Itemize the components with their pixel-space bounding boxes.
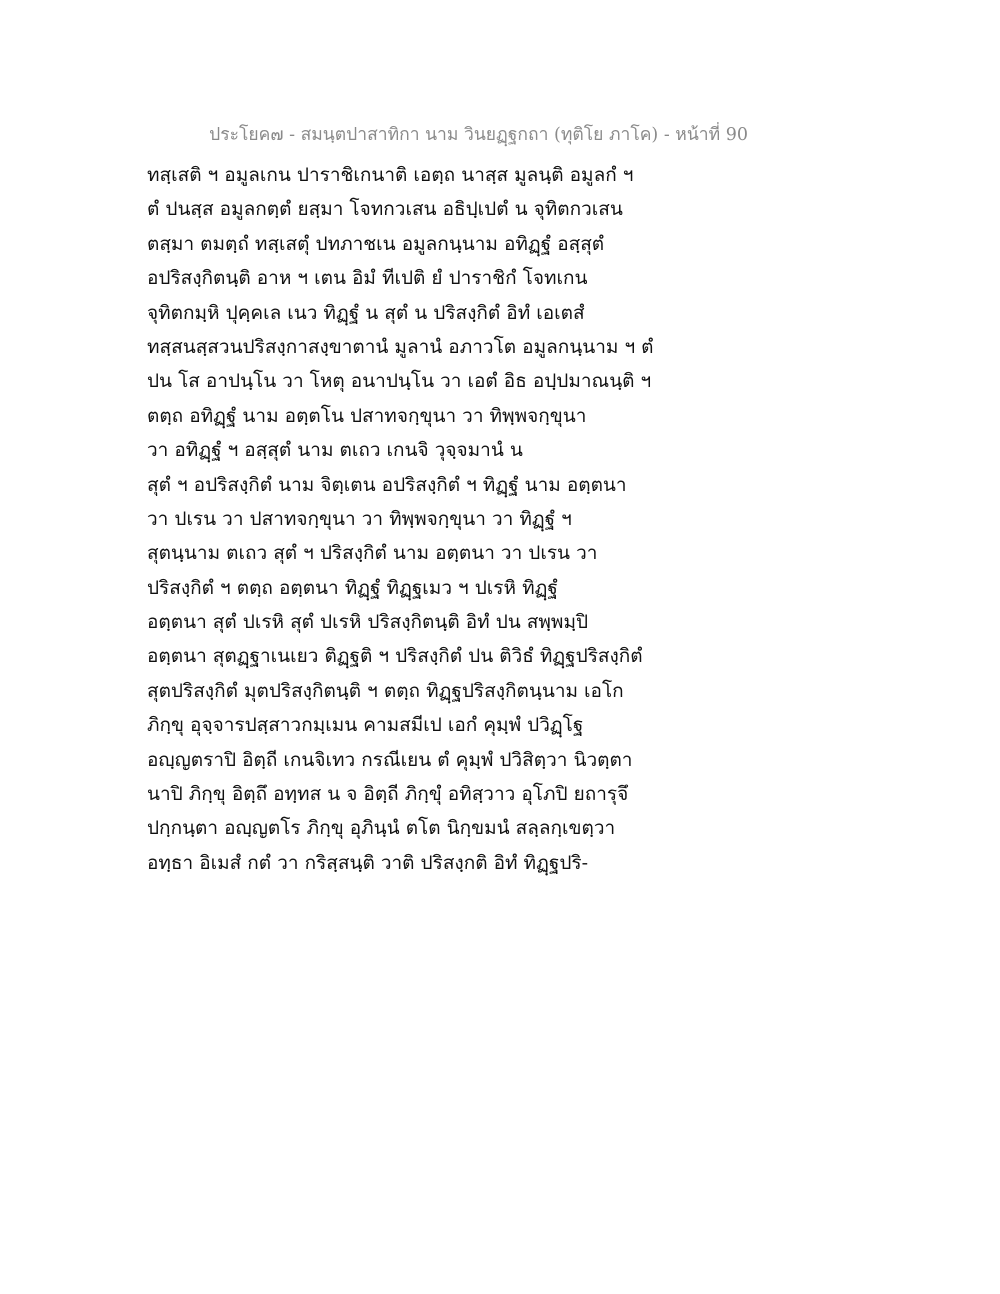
page-header: ประโยค๗ - สมนฺตปาสาทิกา นาม วินยฏฺฐกถา (ทุติโย ภาโค) - หน้าที่ 90 (209, 125, 748, 145)
text-line: สุตนฺนาม ตเถว สุตํ ฯ ปริสงฺกิตํ นาม อตฺตนา วา ปเรน วา (147, 542, 598, 565)
text-line: อญฺญตราปิ อิตฺถี เกนจิเทว กรณีเยน ตํ คุมฺพํ ปวิสิตฺวา นิวตฺตา (147, 748, 633, 771)
text-line: นาปิ ภิกฺขุ อิตฺถึ อทฺทส น จ อิตฺถี ภิกฺขุํ อทิสฺวาว อุโภปิ ยถารุจึ (147, 783, 629, 806)
text-line: ตตฺถ อทิฏฺฐํ นาม อตฺตโน ปสาทจกฺขุนา วา ทิพฺพจกฺขุนา (147, 404, 587, 427)
text-line: สุตํ ฯ อปริสงฺกิตํ นาม จิตฺเตน อปริสงฺกิตํ ฯ ทิฏฺฐํ นาม อตฺตนา (147, 473, 627, 496)
text-line: จุทิตกมฺหิ ปุคฺคเล เนว ทิฏฺฐํ น สุตํ น ปริสงฺกิตํ อิทํ เอเตสํ (147, 301, 585, 324)
text-line: อตฺตนา สุตฏฺฐาเนเยว ติฏฺฐติ ฯ ปริสงฺกิตํ ปน ติวิธํ ทิฏฺฐปริสงฺกิตํ (147, 645, 643, 668)
text-line: สุตปริสงฺกิตํ มุตปริสงฺกิตนฺติ ฯ ตตฺถ ทิฏฺฐปริสงฺกิตนฺนาม เอโก (147, 679, 624, 702)
text-line: อปริสงฺกิตนฺติ อาห ฯ เตน อิมํ ทีเปติ ยํ ปาราชิกํ โจทเกน (147, 267, 588, 290)
text-line: ตํ ปนสฺส อมูลกตฺตํ ยสฺมา โจทกวเสน อธิปฺเปตํ น จุทิตกวเสน (147, 198, 623, 221)
text-line: อทฺธา อิเมสํ กตํ วา กริสฺสนฺติ วาติ ปริสงฺกติ อิทํ ทิฏฺฐปริ- (147, 851, 588, 874)
text-line: ตสฺมา ตมตฺถํ ทสฺเสตุํ ปทภาชเน อมูลกนฺนาม อทิฏฺฐํ อสฺสุตํ (147, 232, 605, 255)
body-text (147, 158, 707, 880)
text-line: วา อทิฏฺฐํ ฯ อสฺสุตํ นาม ตเถว เกนจิ วุจฺจมานํ น (147, 439, 523, 462)
text-line: อตฺตนา สุตํ ปเรหิ สุตํ ปเรหิ ปริสงฺกิตนฺติ อิทํ ปน สพฺพมฺปิ (147, 611, 589, 634)
text-line: ปกฺกนฺตา อญฺญตโร ภิกฺขุ อุภินฺนํ ตโต นิกฺขมนํ สลฺลกฺเขตฺวา (147, 817, 616, 840)
text-line: ทสฺเสติ ฯ อมูลเกน ปาราชิเกนาติ เอตฺถ นาสฺส มูลนฺติ อมูลกํ ฯ (147, 164, 634, 186)
text-line: ภิกฺขุ อุจฺจารปสฺสาวกมฺเมน คามสมีเป เอกํ คุมฺพํ ปวิฏฺโฐ (147, 714, 584, 737)
text-line: ปน โส อาปนฺโน วา โหตุ อนาปนฺโน วา เอตํ อิธ อปฺปมาณนฺติ ฯ (147, 370, 652, 393)
text-line: ทสฺสนสฺสวนปริสงฺกาสงฺขาตานํ มูลานํ อภาวโต อมูลกนฺนาม ฯ ตํ (147, 335, 654, 358)
text-line: ปริสงฺกิตํ ฯ ตตฺถ อตฺตนา ทิฏฺฐํ ทิฏฺฐเมว ฯ ปเรหิ ทิฏฺฐํ (147, 576, 558, 599)
text-line: วา ปเรน วา ปสาทจกฺขุนา วา ทิพฺพจกฺขุนา วา ทิฏฺฐํ ฯ (147, 507, 572, 530)
